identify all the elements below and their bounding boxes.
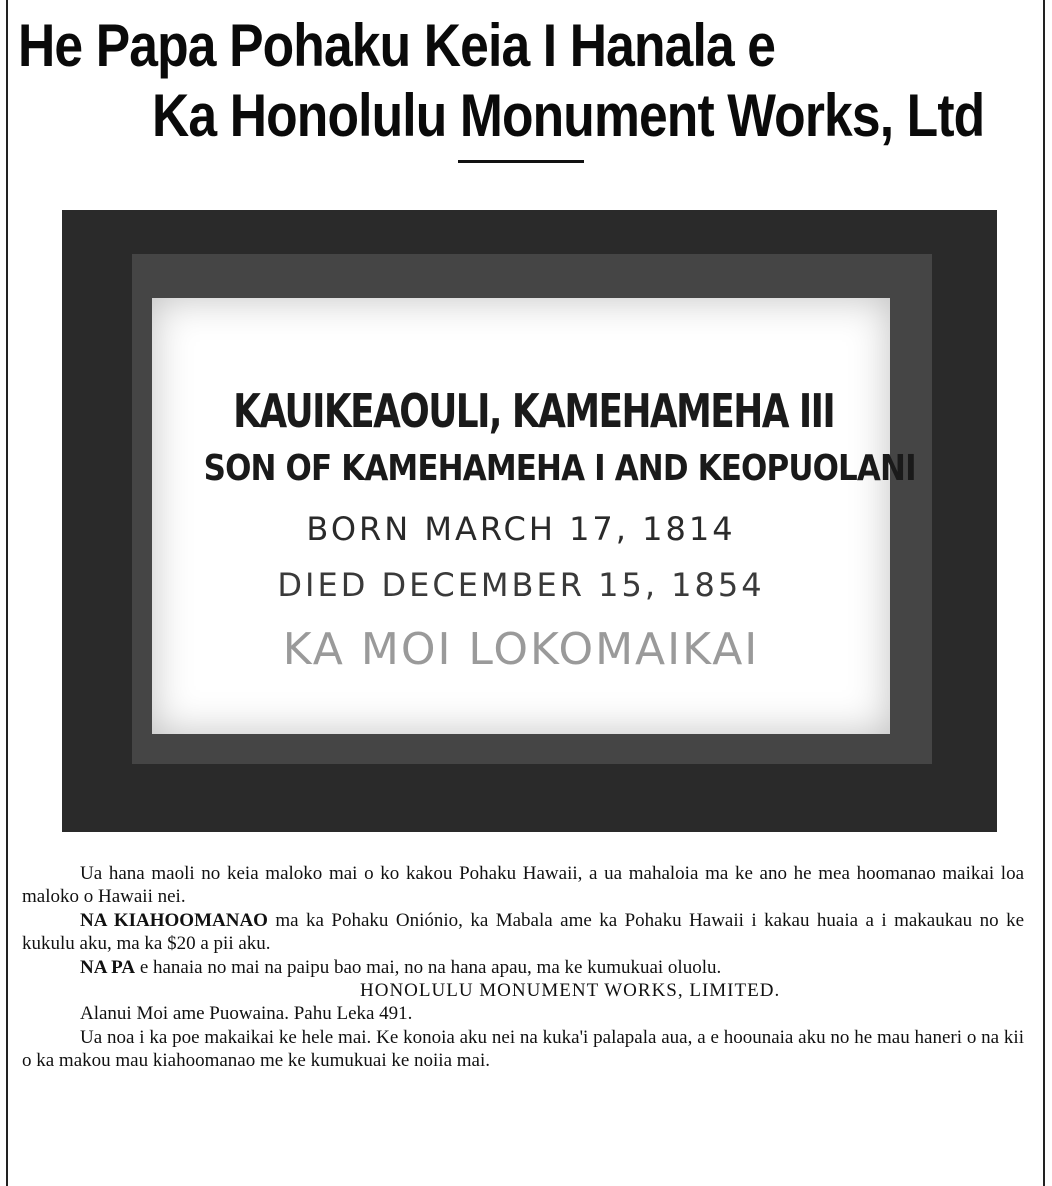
paragraph-visitors: Ua noa i ka poe makaikai ke hele mai. Ke konoia aku nei na kuka'i palapala aua, a e hoounaia aku no he mau haneri o na kii o ka makou mau kiahoomanao me ke kumukuai ke noiia mai. (22, 1026, 1024, 1072)
paragraph-monuments-text: ma ka Pohaku Oniónio, ka Mabala ame ka Pohaku Hawaii i kakau huaia a i makaukau no ke kukulu aku, ma ka $20 a pii aku. (22, 909, 1024, 955)
tablet-photograph (62, 210, 997, 832)
paragraph-fences (22, 956, 1024, 979)
lead-fences: NA PA (80, 956, 136, 978)
lead-monuments: NA KIAHOOMANAO (80, 909, 268, 931)
company-address: Alanui Moi ame Puowaina. Pahu Leka 491. (80, 1003, 413, 1025)
paragraph-monuments (22, 909, 1024, 956)
paragraph-fences-text: e hanaia no mai na paipu bao mai, no na hana apau, ma ke kumukuai oluolu. (135, 956, 722, 978)
headline-divider (458, 160, 584, 163)
company-signature: HONOLULU MONUMENT WORKS, LIMITED. (360, 980, 781, 1002)
tablet-inscription-name: KAUIKEAOULI, KAMEHAMEHA III (233, 384, 835, 438)
advertisement-body (22, 862, 1024, 1073)
memorial-tablet (152, 298, 916, 734)
tablet-inscription-parents: SON OF KAMEHAMEHA I AND KEOPUOLANI (203, 448, 916, 489)
paragraph-intro: Ua hana maoli no keia maloko mai o ko kakou Pohaku Hawaii, a ua mahaloia ma ke ano he mea hoomanao maikai loa maloko o Hawaii nei. (22, 863, 1024, 908)
column-rule-left (6, 0, 8, 1186)
column-rule-right (1043, 0, 1045, 1186)
tablet-inscription-died: DIED DECEMBER 15, 1854 (277, 566, 765, 604)
tablet-inscription-born: BORN MARCH 17, 1814 (306, 510, 736, 548)
headline-line-2: Ka Honolulu Monument Works, Ltd (152, 82, 985, 149)
tablet-inscription-epithet: KA MOI LOKOMAIKAI (282, 624, 760, 675)
headline-line-1: He Papa Pohaku Keia I Hanala e (18, 12, 776, 79)
